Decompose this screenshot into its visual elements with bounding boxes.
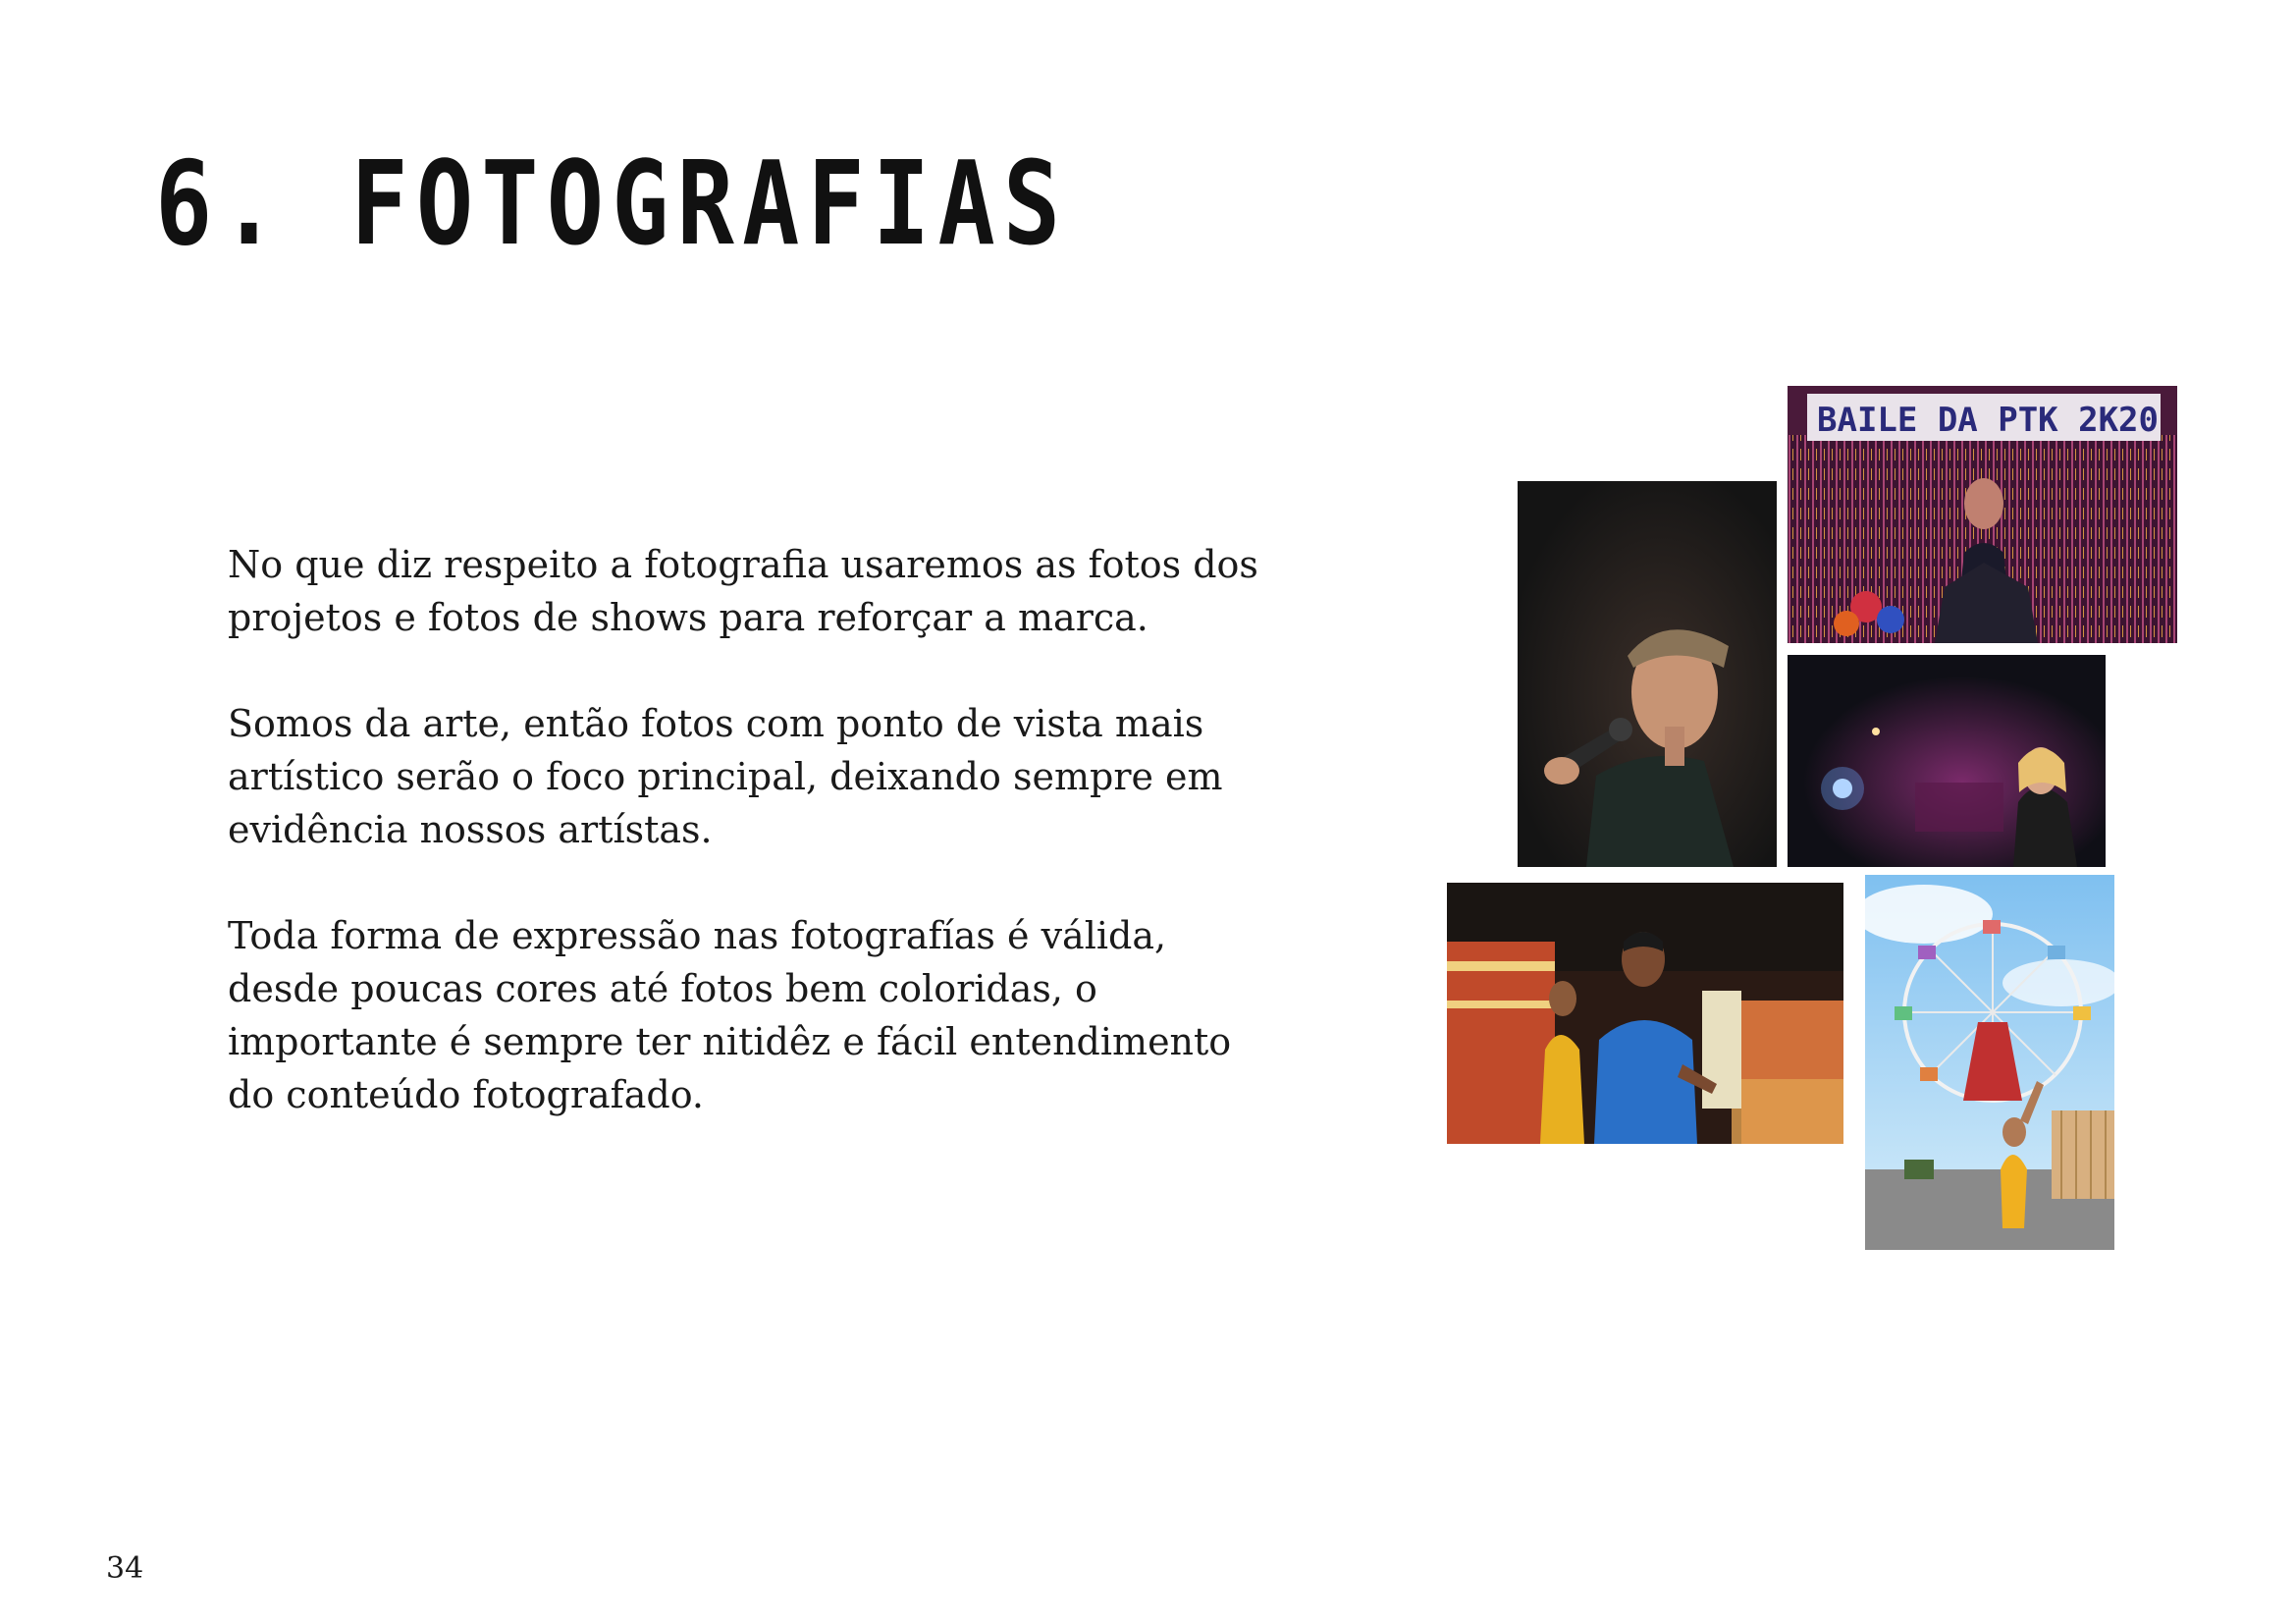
body-text — [228, 538, 1406, 1174]
photo-singer-pink-light — [1788, 655, 2106, 867]
page-title: 6. FOTOGRAFIAS — [155, 135, 1069, 271]
photo-amusement-park-blue — [1447, 883, 1843, 1144]
paragraph-2: Somos da arte, então fotos com ponto de vista mais artístico serão o foco principal, deixando sempre em evidência nossos artístas. — [228, 702, 1223, 851]
paragraph-3: Toda forma de expressão nas fotografías é válida, desde poucas cores até fotos bem coloridas, o importante é sempre ter nitidêz e fácil entendimento do conteúdo fotografado. — [228, 914, 1232, 1116]
paragraph-1: No que diz respeito a fotografia usaremos as fotos dos projetos e fotos de shows para reforçar a marca. — [228, 543, 1258, 639]
photo-ferris-wheel — [1865, 875, 2114, 1250]
page-number: 34 — [106, 1551, 144, 1586]
photo-singer-cap — [1518, 481, 1777, 867]
baile-banner-text: BAILE DA PTK 2K20 — [1817, 401, 2159, 440]
photo-baile-stage — [1788, 386, 2177, 643]
